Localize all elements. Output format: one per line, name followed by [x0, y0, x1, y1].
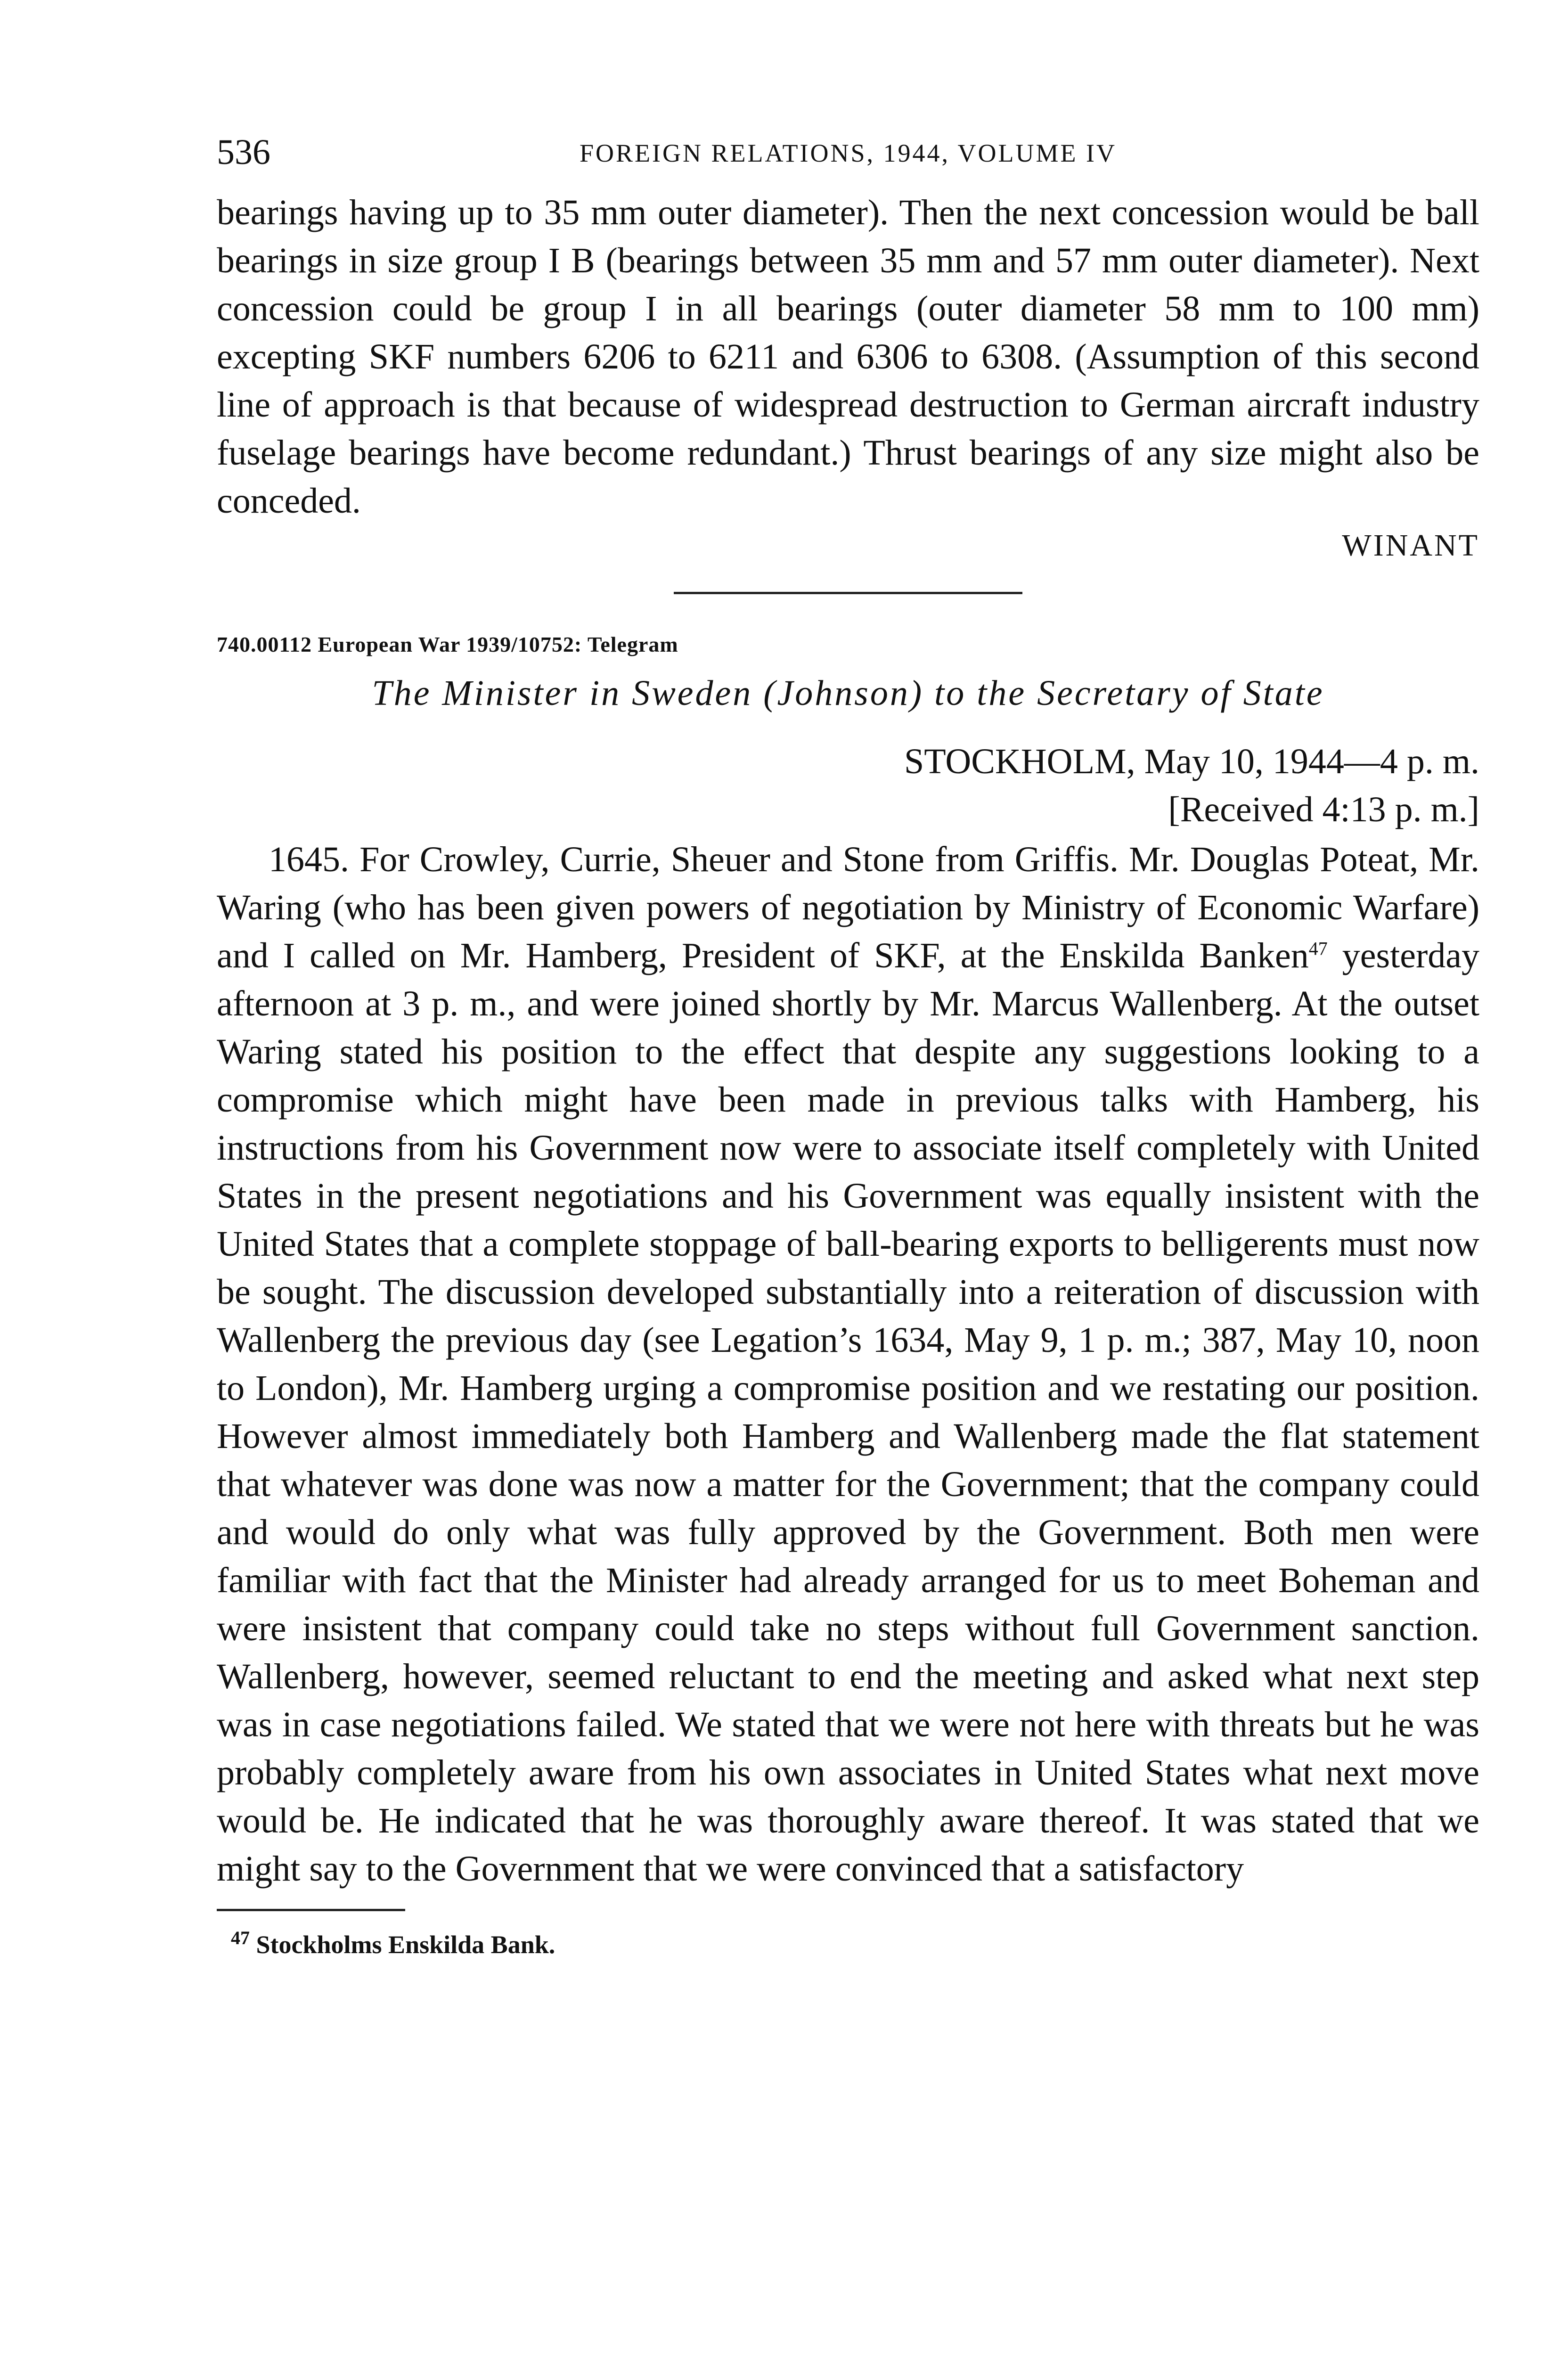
footnote-reference[interactable]: 47: [1308, 938, 1328, 959]
file-reference: 740.00112 European War 1939/10752: Telegram: [217, 632, 678, 656]
section-separator: [674, 592, 1022, 594]
document-title: The Minister in Sweden (Johnson) to the Secretary of State: [372, 673, 1324, 713]
received-time: [Received 4:13 p. m.]: [1168, 790, 1479, 829]
document-page: [217, 132, 1479, 1959]
telegram-body-part-2: yesterday afternoon at 3 p. m., and were joined shortly by Mr. Marcus Wallenberg. At the outset Waring stated his position to the effect that despite any suggestions looking to a compromise which might have been made in previous talks with Hamberg, his instructions from his Government now were to associate itself completely with United States in the present negotiations and his Government was equally insistent with the United States that a complete stoppage of ball-bearing exports to belligerents must now be sought. The discussion developed substantially into a reiteration of discussion with Wallenberg the previous day (see Legation’s 1634, May 9, 1 p. m.; 387, May 10, noon to London), Mr. Hamberg urging a compromise position and we restating our position. However almost immediately both Hamberg and Wallenberg made the flat statement that whatever was done was now a matter for the Government; that the company could and would do only what was fully approved by the Government. Both men were familiar with fact that the Minister had already arranged for us to meet Boheman and were insistent that company could take no steps without full Government sanction. Wallenberg, however, seemed reluctant to end the meeting and asked what next step was in case negotiations failed. We stated that we were not here with threats but he was probably completely aware from his own associates in United States what next move would be. He indicated that he was thoroughly aware thereof. It was stated that we might say to the Government that we were convinced that a satisfactory: [217, 936, 1479, 1889]
telegram-body-part-1: 1645. For Crowley, Currie, Sheuer and Stone from Griffis. Mr. Douglas Poteat, Mr. Waring (who has been given powers of negotiation by Ministry of Economic Warfare) and I called on Mr. Hamberg, President of SKF, at the Enskilda Banken: [217, 840, 1479, 975]
page-number: 536: [217, 132, 270, 172]
dateline: STOCKHOLM, May 10, 1944—4 p. m.: [904, 742, 1479, 781]
running-head: [217, 132, 1479, 188]
footnote: [231, 1927, 1479, 1959]
running-title: FOREIGN RELATIONS, 1944, VOLUME IV: [580, 139, 1117, 167]
signature: WINANT: [1342, 528, 1479, 563]
continuation-paragraph: bearings having up to 35 mm outer diameter). Then the next concession would be ball bearings in size group I B (bearings between 35 mm and 57 mm outer diameter). Next concession could be group I in all bearings (outer diameter 58 mm to 100 mm) excepting SKF numbers 6206 to 6211 and 6306 to 6308. (Assumption of this second line of approach is that because of widespread destruction to German aircraft industry fuselage bearings have become redundant.) Thrust bearings of any size might also be conceded.: [217, 193, 1479, 521]
footnote-marker: 47: [231, 1927, 250, 1948]
telegram-body: [217, 835, 1479, 1893]
footnote-rule: [217, 1909, 405, 1911]
footnote-text: Stockholms Enskilda Bank.: [250, 1931, 555, 1959]
